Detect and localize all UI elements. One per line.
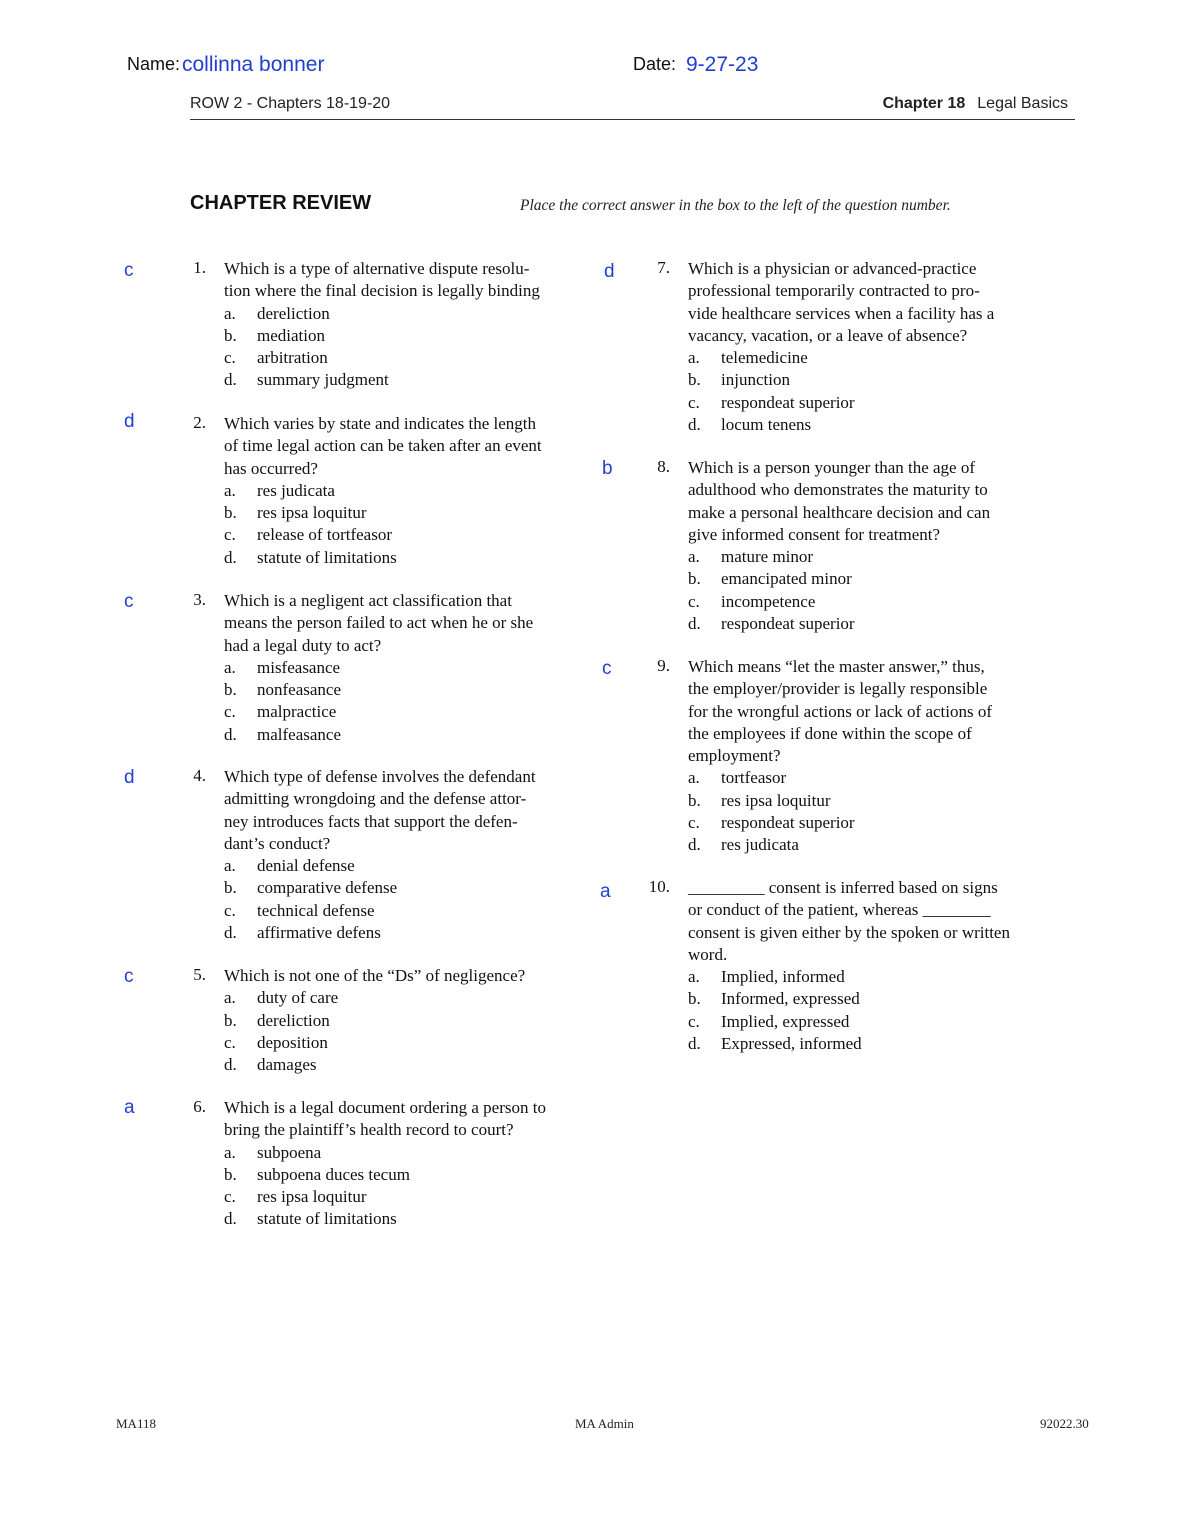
question-text-line: word. (688, 944, 728, 964)
question-text-line: adulthood who demonstrates the maturity to (688, 480, 988, 500)
option-text: tortfeasor (721, 768, 787, 788)
question-text-line: Which varies by state and indicates the length (224, 414, 537, 433)
option-text: nonfeasance (257, 680, 342, 700)
answer-option (688, 369, 994, 391)
question-text-line: for the wrongful actions or lack of actions of (688, 701, 993, 721)
option-letter: a. (224, 856, 236, 876)
answer-option (688, 1033, 1010, 1055)
question-text-line: _________ consent is inferred based on signs (688, 878, 998, 897)
question-text-line: bring the plaintiff’s health record to court? (224, 1120, 514, 1140)
question-text-line: Which is a type of alternative dispute resolu- (224, 259, 530, 278)
question-text-line: Which is a negligent act classification that (224, 591, 512, 610)
option-letter: b. (688, 989, 701, 1009)
answer-option (688, 414, 994, 436)
option-text: respondeat superior (721, 392, 855, 412)
option-letter: a. (224, 480, 236, 500)
answer-option (224, 679, 533, 701)
option-letter: d. (688, 1034, 701, 1054)
option-letter: c. (688, 591, 700, 611)
section-title: CHAPTER REVIEW (190, 192, 372, 214)
option-text: Implied, expressed (721, 1011, 850, 1031)
question-text-line: Which means “let the master answer,” thus, (688, 657, 985, 676)
option-text: res judicata (257, 480, 335, 500)
date-field-value[interactable]: 9-27-23 (686, 53, 759, 76)
option-text: res ipsa loquitur (257, 1187, 367, 1207)
question-number: 8. (657, 457, 670, 476)
answer-box[interactable]: c (124, 966, 134, 987)
question-text-line: vide healthcare services when a facility has a (688, 303, 995, 323)
option-letter: d. (224, 1055, 237, 1075)
date-label: Date: (633, 54, 677, 74)
answer-option (224, 1186, 546, 1208)
option-text: statute of limitations (257, 1209, 397, 1229)
answer-option (688, 1011, 1010, 1033)
question-text-line: vacancy, vacation, or a leave of absence? (688, 325, 968, 345)
option-letter: c. (224, 525, 236, 545)
answer-option (224, 987, 525, 1009)
option-letter: d. (224, 724, 237, 744)
answer-option (224, 1054, 525, 1076)
answer-option (224, 369, 540, 391)
option-text: misfeasance (257, 657, 341, 677)
answer-option (688, 546, 990, 568)
answer-option (224, 1032, 525, 1054)
answer-option (688, 347, 994, 369)
option-text: subpoena duces tecum (257, 1164, 410, 1184)
option-letter: d. (224, 370, 237, 390)
question-text-line: means the person failed to act when he or she (224, 613, 534, 633)
option-text: mature minor (721, 547, 814, 567)
option-text: emancipated minor (721, 569, 852, 589)
answer-box[interactable]: a (124, 1097, 135, 1118)
question-body (688, 656, 992, 857)
answer-box[interactable]: a (600, 881, 611, 902)
question-number: 3. (193, 590, 206, 609)
answer-box[interactable]: c (602, 658, 612, 679)
option-text: mediation (257, 325, 325, 345)
question-text-line: ney introduces facts that support the defen- (224, 811, 518, 831)
option-letter: b. (688, 569, 701, 589)
answer-option (224, 1164, 546, 1186)
option-text: malpractice (257, 702, 337, 722)
question-text-line: Which type of defense involves the defendant (224, 767, 536, 786)
option-letter: a. (224, 657, 236, 677)
option-letter: b. (688, 370, 701, 390)
answer-option (688, 613, 990, 635)
option-letter: b. (688, 790, 701, 810)
footer-document-code: 92022.30 (1040, 1416, 1089, 1431)
running-head-left: ROW 2 - Chapters 18-19-20 (190, 95, 391, 112)
question-body (688, 457, 990, 635)
question-number: 7. (657, 258, 670, 277)
question-text-line: of time legal action can be taken after an event (224, 436, 542, 456)
answer-option (224, 502, 542, 524)
option-text: summary judgment (257, 370, 389, 390)
option-letter: b. (224, 503, 237, 523)
question-body (688, 258, 994, 436)
question-body (224, 965, 525, 1076)
answer-box[interactable]: d (124, 767, 135, 788)
option-text: res ipsa loquitur (257, 503, 367, 523)
question-text-line: Which is not one of the “Ds” of negligence? (224, 966, 526, 985)
question-number: 4. (193, 766, 206, 785)
option-letter: d. (688, 415, 701, 435)
answer-option (224, 1010, 525, 1032)
question-text-line: the employees if done within the scope of (688, 723, 972, 743)
option-text: technical defense (257, 900, 375, 920)
name-label: Name: (127, 54, 181, 74)
answer-option (224, 547, 542, 569)
answer-option (224, 877, 536, 899)
question-text-line: or conduct of the patient, whereas ________ (688, 900, 991, 920)
answer-option (224, 922, 536, 944)
option-letter: a. (224, 1142, 236, 1162)
option-letter: a. (688, 348, 700, 368)
question-number: 6. (193, 1097, 206, 1116)
answer-option (224, 1142, 546, 1164)
question-number: 2. (193, 413, 206, 432)
option-letter: b. (224, 1164, 237, 1184)
question-text-line: consent is given either by the spoken or written (688, 922, 1010, 942)
option-letter: d. (224, 923, 237, 943)
running-head-topic: Legal Basics (977, 95, 1068, 112)
answer-option (224, 657, 533, 679)
name-field-value[interactable]: collinna bonner (182, 53, 325, 76)
answer-option (224, 701, 533, 723)
option-text: res ipsa loquitur (721, 790, 831, 810)
option-letter: d. (688, 614, 701, 634)
running-head (190, 95, 1074, 113)
question-text-line: dant’s conduct? (224, 833, 331, 853)
answer-option (688, 812, 992, 834)
option-letter: c. (688, 1011, 700, 1031)
option-letter: a. (224, 303, 236, 323)
question-body (224, 766, 536, 944)
answer-option (224, 524, 542, 546)
option-text: deposition (257, 1032, 328, 1052)
question-number: 10. (648, 877, 670, 896)
question-text-line: had a legal duty to act? (224, 635, 382, 655)
option-text: respondeat superior (721, 614, 855, 634)
header-rule (190, 119, 1075, 120)
option-letter: a. (688, 768, 700, 788)
option-text: damages (257, 1055, 317, 1075)
option-text: respondeat superior (721, 813, 855, 833)
answer-option (224, 480, 542, 502)
answer-box[interactable]: b (602, 458, 613, 479)
answer-option (224, 347, 540, 369)
option-letter: b. (224, 680, 237, 700)
option-letter: a. (224, 988, 236, 1008)
answer-option (224, 303, 540, 325)
question-text-line: tion where the final decision is legally binding (224, 281, 540, 301)
answer-option (688, 966, 1010, 988)
option-letter: c. (688, 392, 700, 412)
option-letter: c. (224, 348, 236, 368)
option-letter: c. (224, 1032, 236, 1052)
option-text: dereliction (257, 1010, 330, 1030)
answer-box[interactable]: d (604, 261, 615, 282)
question-body (224, 590, 533, 746)
option-text: arbitration (257, 348, 328, 368)
option-letter: c. (688, 813, 700, 833)
answer-option (224, 724, 533, 746)
option-text: duty of care (257, 988, 339, 1008)
option-text: telemedicine (721, 348, 808, 368)
section-instruction: Place the correct answer in the box to the left of the question number. (520, 197, 951, 214)
running-head-right (883, 95, 1068, 113)
question-number: 1. (193, 258, 206, 277)
option-text: statute of limitations (257, 547, 397, 567)
option-letter: c. (224, 900, 236, 920)
question-text-line: has occurred? (224, 458, 318, 478)
option-text: Implied, informed (721, 967, 845, 987)
question-text-line: professional temporarily contracted to pro- (688, 281, 980, 301)
answer-option (224, 325, 540, 347)
option-text: incompetence (721, 591, 816, 611)
answer-option (688, 591, 990, 613)
option-text: Expressed, informed (721, 1034, 862, 1054)
option-text: dereliction (257, 303, 330, 323)
answer-box[interactable]: c (124, 591, 134, 612)
question-body (224, 1097, 546, 1231)
question-text-line: give informed consent for treatment? (688, 524, 941, 544)
question-text-line: Which is a person younger than the age of (688, 458, 976, 477)
option-text: comparative defense (257, 878, 398, 898)
option-text: denial defense (257, 856, 355, 876)
running-head-chapter: Chapter 18 (882, 95, 966, 112)
option-letter: d. (224, 547, 237, 567)
option-text: subpoena (257, 1142, 322, 1162)
option-letter: a. (688, 547, 700, 567)
answer-option (688, 392, 994, 414)
answer-option (688, 790, 992, 812)
question-body (224, 258, 540, 392)
answer-option (224, 1208, 546, 1230)
answer-option (224, 855, 536, 877)
question-text-line: Which is a physician or advanced-practice (688, 259, 977, 278)
option-letter: d. (688, 835, 701, 855)
answer-box[interactable]: c (124, 260, 134, 281)
question-number: 9. (657, 656, 670, 675)
answer-option (224, 900, 536, 922)
answer-box[interactable]: d (124, 411, 135, 432)
question-text-line: employment? (688, 746, 781, 766)
option-letter: b. (224, 878, 237, 898)
answer-option (688, 988, 1010, 1010)
option-letter: b. (224, 325, 237, 345)
option-text: release of tortfeasor (257, 525, 392, 545)
option-text: res judicata (721, 835, 799, 855)
option-letter: a. (688, 967, 700, 987)
question-body (688, 877, 1010, 1055)
question-number: 5. (193, 965, 206, 984)
option-text: malfeasance (257, 724, 341, 744)
answer-option (688, 767, 992, 789)
option-letter: c. (224, 1187, 236, 1207)
option-letter: d. (224, 1209, 237, 1229)
option-text: locum tenens (721, 415, 812, 435)
question-text-line: make a personal healthcare decision and can (688, 502, 991, 522)
question-text-line: the employer/provider is legally responsible (688, 679, 988, 699)
footer-course-code: MA118 (116, 1416, 156, 1431)
question-body (224, 413, 542, 569)
option-letter: b. (224, 1010, 237, 1030)
answer-option (688, 834, 992, 856)
answer-option (688, 568, 990, 590)
option-text: Informed, expressed (721, 989, 860, 1009)
footer-course-title: MA Admin (575, 1416, 634, 1431)
option-letter: c. (224, 702, 236, 722)
question-text-line: Which is a legal document ordering a person to (224, 1098, 546, 1117)
option-text: injunction (721, 370, 790, 390)
question-text-line: admitting wrongdoing and the defense attor- (224, 789, 527, 809)
option-text: affirmative defens (257, 923, 381, 943)
